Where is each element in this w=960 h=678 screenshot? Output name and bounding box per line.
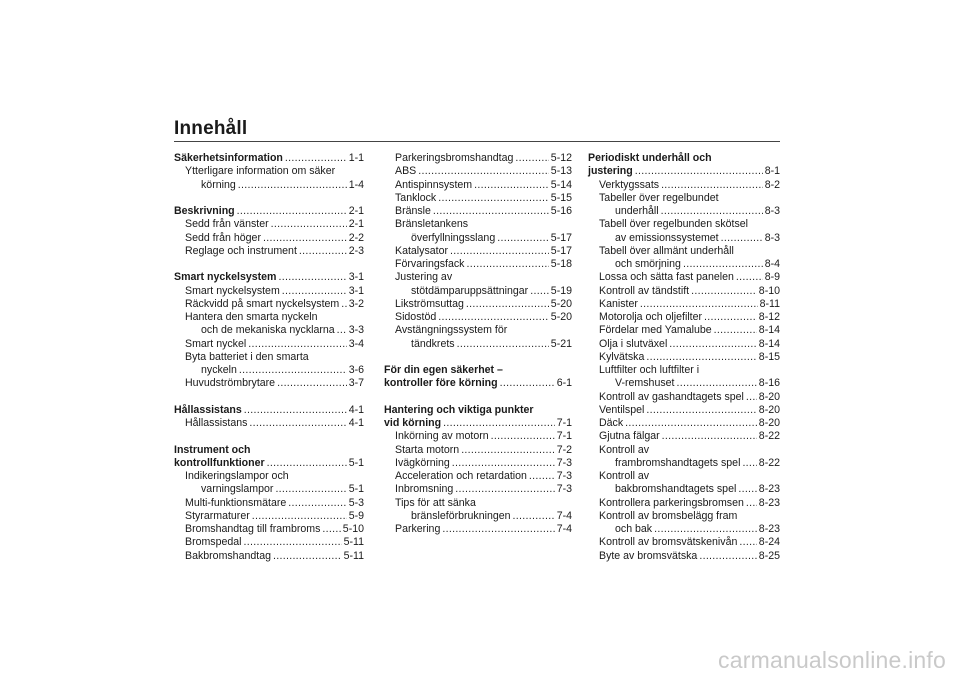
toc-entry-abs[interactable]: ABS ..... 5-13 xyxy=(384,165,572,178)
toc-entry-hallassistans[interactable]: Hållassistans ..... 4-1 xyxy=(174,417,364,430)
toc-entry-inkorning-av-motorn[interactable]: Inkörning av motorn ..... 7-1 xyxy=(384,430,572,443)
toc-entry-tandkrets[interactable]: tändkrets ..... 5-21 xyxy=(384,338,572,351)
toc-entry-sidostod[interactable]: Sidostöd ..... 5-20 xyxy=(384,311,572,324)
toc-entry-bransleforbrukningen[interactable]: bränsleförbrukningen ..... 7-4 xyxy=(384,510,572,523)
toc-entry-acceleration-och-retardation[interactable]: Acceleration och retardation ..... 7-3 xyxy=(384,470,572,483)
toc-entry-stotdamparuppsattningar[interactable]: stötdämparuppsättningar ..... 5-19 xyxy=(384,285,572,298)
toc-entry-kanister[interactable]: Kanister ..... 8-11 xyxy=(588,298,780,311)
toc-entry-olja-slutvaxel[interactable]: Olja i slutväxel ..... 8-14 xyxy=(588,338,780,351)
toc-entry-kontroll-av-2[interactable]: Kontroll av xyxy=(599,470,650,482)
toc-entry-starta-motorn[interactable]: Starta motorn ..... 7-2 xyxy=(384,444,572,457)
toc-entry-tabeller-over-regelbundet[interactable]: Tabeller över regelbundet xyxy=(599,191,719,204)
toc-entry-reglage-och-instrument[interactable]: Reglage och instrument ..... 2-3 xyxy=(174,245,364,258)
toc-entry-och-bak[interactable]: och bak ..... 8-23 xyxy=(588,523,780,536)
toc-entry-gjutna-falgar[interactable]: Gjutna fälgar ..... 8-22 xyxy=(588,430,780,443)
toc-entry-lossa-panelen[interactable]: Lossa och sätta fast panelen ..... 8-9 xyxy=(588,271,780,284)
toc-entry-motorolja[interactable]: Motorolja och oljefilter ..... 8-12 xyxy=(588,311,780,324)
toc-entry-och-smorjning[interactable]: och smörjning ..... 8-4 xyxy=(588,258,780,271)
toc-entry-kontrollfunktioner[interactable]: kontrollfunktioner ..... 5-1 xyxy=(174,457,364,470)
toc-entry-verktygssats[interactable]: Verktygssats ..... 8-2 xyxy=(588,179,780,192)
toc-entry-luftfilter[interactable]: Luftfilter och luftfilter i xyxy=(599,364,700,376)
toc-entry-for-din-egen-sakerhet[interactable]: För din egen säkerhet – xyxy=(384,364,503,376)
toc-entry-overfyllningsslang[interactable]: överfyllningsslang ..... 5-17 xyxy=(384,232,572,245)
toc-entry-avstangningssystem[interactable]: Avstängningssystem för xyxy=(395,324,508,337)
toc-entry-bransle[interactable]: Bränsle ..... 5-16 xyxy=(384,205,572,218)
toc-entry-forvaringsfack[interactable]: Förvaringsfack ..... 5-18 xyxy=(384,258,572,271)
toc-entry-tandstift[interactable]: Kontroll av tändstift ..... 8-10 xyxy=(588,285,780,298)
toc-entry-tanklock[interactable]: Tanklock ..... 5-15 xyxy=(384,192,572,205)
toc-entry-smart-nyckel[interactable]: Smart nyckel ..... 3-4 xyxy=(174,338,364,351)
toc-entry-smart-nyckelsystem-section[interactable]: Smart nyckelsystem ..... 3-1 xyxy=(174,271,364,284)
toc-entry-kontroller-fore-korning[interactable]: kontroller före körning ..... 6-1 xyxy=(384,377,572,390)
toc-column-2 xyxy=(384,152,572,536)
toc-entry-ventilspel[interactable]: Ventilspel ..... 8-20 xyxy=(588,404,780,417)
toc-entry-underhall[interactable]: underhåll ..... 8-3 xyxy=(588,205,780,218)
toc-entry-tips-for-att-sanka[interactable]: Tips för att sänka xyxy=(395,496,476,509)
toc-entry-sedd-fran-vanster[interactable]: Sedd från vänster ..... 2-1 xyxy=(174,218,364,231)
toc-entry-styrarmaturer[interactable]: Styrarmaturer ..... 5-9 xyxy=(174,510,364,523)
toc-entry-hallassistans-section[interactable]: Hållassistans ..... 4-1 xyxy=(174,404,364,417)
toc-entry-rackvidd[interactable]: Räckvidd på smart nyckelsystem ..... 3-2 xyxy=(174,298,364,311)
toc-entry-justering[interactable]: justering ..... 8-1 xyxy=(588,165,780,178)
toc-entry-antispinnsystem[interactable]: Antispinnsystem ..... 5-14 xyxy=(384,179,572,192)
toc-entry-ytterligare-information[interactable]: Ytterligare information om säker xyxy=(185,165,336,178)
toc-entry-byte-bromsvatska[interactable]: Byte av bromsvätska ..... 8-25 xyxy=(588,550,780,563)
toc-entry-v-remshuset[interactable]: V-remshuset ..... 8-16 xyxy=(588,377,780,390)
toc-entry-smart-nyckelsystem[interactable]: Smart nyckelsystem ..... 3-1 xyxy=(174,285,364,298)
toc-entry-gashandtagets-spel[interactable]: Kontroll av gashandtagets spel ..... 8-20 xyxy=(588,391,780,404)
toc-entry-bransletankens[interactable]: Bränsletankens xyxy=(395,218,469,231)
toc-entry-bakbromshandtagets-spel[interactable]: bakbromshandtagets spel ..... 8-23 xyxy=(588,483,780,496)
toc-entry-bakbromshandtag[interactable]: Bakbromshandtag ..... 5-11 xyxy=(174,550,364,563)
toc-entry-yamalube[interactable]: Fördelar med Yamalube ..... 8-14 xyxy=(588,324,780,337)
toc-entry-kylvatska[interactable]: Kylvätska ..... 8-15 xyxy=(588,351,780,364)
toc-entry-likstromsuttag[interactable]: Likströmsuttag ..... 5-20 xyxy=(384,298,572,311)
toc-entry-bromsbelagg-fram[interactable]: Kontroll av bromsbelägg fram xyxy=(599,509,738,522)
toc-entry-bromshandtag-frambroms[interactable]: Bromshandtag till frambroms ..... 5-10 xyxy=(174,523,364,536)
toc-entry-nyckeln[interactable]: nyckeln ..... 3-6 xyxy=(174,364,364,377)
toc-entry-multifunktionsmatare[interactable]: Multi-funktionsmätare ..... 5-3 xyxy=(174,497,364,510)
toc-entry-hantera-nyckeln[interactable]: Hantera den smarta nyckeln xyxy=(185,311,318,323)
toc-entry-huvudstrombrytare[interactable]: Huvudströmbrytare ..... 3-7 xyxy=(174,377,364,390)
toc-entry-ivagkorning[interactable]: Ivägkörning ..... 7-3 xyxy=(384,457,572,470)
page-title: Innehåll xyxy=(174,118,248,139)
toc-entry-emissionssystemet[interactable]: av emissionssystemet ..... 8-3 xyxy=(588,232,780,245)
toc-column-1 xyxy=(174,152,364,563)
toc-entry-inbromsning[interactable]: Inbromsning ..... 7-3 xyxy=(384,483,572,496)
toc-entry-vid-korning[interactable]: vid körning ..... 7-1 xyxy=(384,417,572,430)
toc-entry-bromsvatskenivan[interactable]: Kontroll av bromsvätskenivån ..... 8-24 xyxy=(588,536,780,549)
toc-entry-tabell-regelbunden-skotsel[interactable]: Tabell över regelbunden skötsel xyxy=(599,218,748,231)
toc-entry-byta-batteriet[interactable]: Byta batteriet i den smarta xyxy=(185,350,309,363)
toc-entry-dack[interactable]: Däck ..... 8-20 xyxy=(588,417,780,430)
toc-entry-hantering-och-viktiga[interactable]: Hantering och viktiga punkter xyxy=(384,403,534,416)
toc-entry-korning[interactable]: körning ..... 1-4 xyxy=(174,179,364,192)
toc-entry-instrument-och[interactable]: Instrument och xyxy=(174,443,251,456)
toc-entry-justering-av[interactable]: Justering av xyxy=(395,271,453,284)
toc-entry-katalysator[interactable]: Katalysator ..... 5-17 xyxy=(384,245,572,258)
toc-entry-varningslampor[interactable]: varningslampor ..... 5-1 xyxy=(174,483,364,496)
watermark: carmanualsonline.info xyxy=(718,647,946,673)
toc-entry-frambromshandtagets-spel[interactable]: frambromshandtagets spel ..... 8-22 xyxy=(588,457,780,470)
toc-entry-parkeringsbromsen[interactable]: Kontrollera parkeringsbromsen ..... 8-23 xyxy=(588,497,780,510)
toc-entry-kontroll-av-1[interactable]: Kontroll av xyxy=(599,443,650,456)
toc-entry-beskrivning[interactable]: Beskrivning ..... 2-1 xyxy=(174,205,364,218)
toc-entry-bromspedal[interactable]: Bromspedal ..... 5-11 xyxy=(174,536,364,549)
title-rule xyxy=(174,141,780,142)
toc-entry-parkering[interactable]: Parkering ..... 7-4 xyxy=(384,523,572,536)
toc-entry-indikeringslampor[interactable]: Indikeringslampor och xyxy=(185,470,289,482)
toc-entry-sakerhetsinformation[interactable]: Säkerhetsinformation ..... 1-1 xyxy=(174,152,364,165)
toc-entry-tabell-allmant-underhall[interactable]: Tabell över allmänt underhåll xyxy=(599,244,734,257)
toc-entry-parkeringsbromshandtag[interactable]: Parkeringsbromshandtag ..... 5-12 xyxy=(384,152,572,165)
toc-entry-periodiskt-underhall[interactable]: Periodiskt underhåll och xyxy=(588,152,712,164)
toc-column-3 xyxy=(588,152,780,563)
toc-entry-mekaniska-nycklarna[interactable]: och de mekaniska nycklarna ..... 3-3 xyxy=(174,324,364,337)
toc-entry-sedd-fran-hoger[interactable]: Sedd från höger ..... 2-2 xyxy=(174,232,364,245)
